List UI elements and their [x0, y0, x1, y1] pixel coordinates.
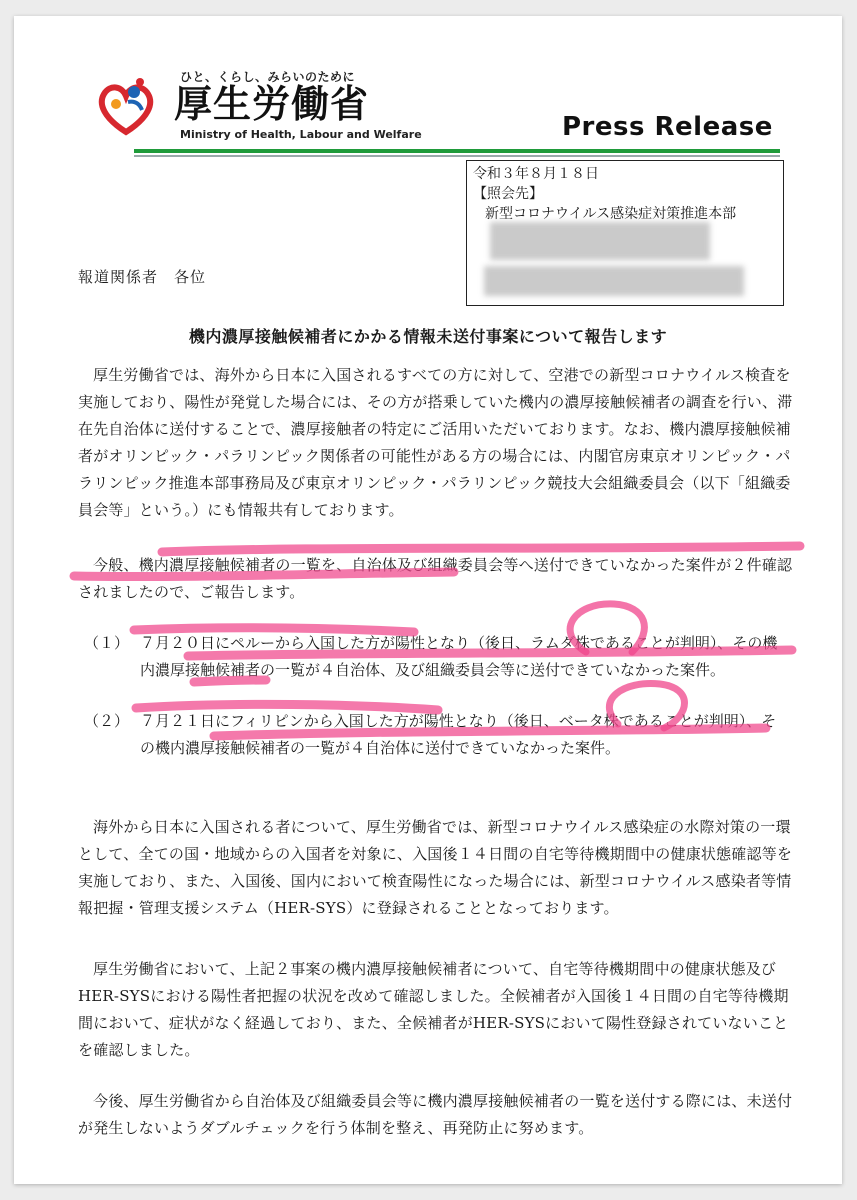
paragraph-border-measures: 海外から日本に入国される者について、厚生労働省では、新型コロナウイルス感染症の水際対策の一環として、全ての国・地域からの入国者を対象に、入国後１４日間の自宅等待機期間中の健康状態確認等を実施しており、また、入国後、国内において検査陽性になった場合には、新型コロナウイルス感染者等情報把握・管理支援システム（HER-SYS）に登録されることとなっております。	[78, 818, 793, 917]
case-text: ７月２０日にペルーから入国した方が陽性となり（後日、ラムダ株であることが判明）、その機内濃厚接触候補者の一覧が４自治体、及び組織委員会等に送付できていなかった案件。	[140, 634, 778, 679]
case-number: （１）	[84, 634, 130, 652]
contact-department: 新型コロナウイルス感染症対策推進本部	[485, 206, 737, 222]
mhlw-logo-icon	[94, 74, 158, 138]
ministry-name-jp: 厚生労働省	[174, 82, 370, 126]
paragraph-confirmation: 厚生労働省において、上記２事案の機内濃厚接触候補者について、自宅等待機期間中の健康状態及びHER-SYSにおける陽性者把握の状況を改めて確認しました。全候補者が入国後１４日間の自宅等待機期間において、症状がなく経過しており、また、全候補者がHER-SYSにおいて陽性登録されていないことを確認しました。	[78, 960, 789, 1059]
press-release-heading: Press Release	[562, 112, 773, 142]
redacted-contact	[490, 222, 710, 260]
redacted-contact	[484, 266, 744, 296]
header-rule-green	[134, 149, 780, 153]
recipients: 報道関係者 各位	[78, 268, 207, 286]
case-text: ７月２１日にフィリピンから入国した方が陽性となり（後日、ベータ株であることが判明）、その機内濃厚接触候補者の一覧が４自治体に送付できていなかった案件。	[140, 712, 777, 757]
contact-label: 【照会先】	[473, 186, 543, 202]
paragraph-report: 今般、機内濃厚接触候補者の一覧を、自治体及び組織委員会等へ送付できていなかった案件が２件確認されましたので、ご報告します。	[78, 556, 793, 601]
paragraph-prevention: 今後、厚生労働省から自治体及び組織委員会等に機内濃厚接触候補者の一覧を送付する際には、未送付が発生しないようダブルチェックを行う体制を整え、再発防止に努めます。	[78, 1092, 793, 1137]
paragraph-intro: 厚生労働省では、海外から日本に入国されるすべての方に対して、空港での新型コロナウイルス検査を実施しており、陽性が発覚した場合には、その方が搭乗していた機内の濃厚接触候補者の調査を行い、滞在先自治体に送付することで、濃厚接触者の特定にご活用いただいております。なお、機内濃厚接触候補者がオリンピック・パラリンピック関係者の可能性がある方の場合には、内閣官房東京オリンピック・パラリンピック推進本部事務局及び東京オリンピック・パラリンピック競技大会組織委員会（以下「組織委員会等」という。）にも情報共有しております。	[78, 366, 793, 519]
case-number: （２）	[84, 712, 130, 730]
press-release-page	[14, 16, 842, 1184]
ministry-name-en: Ministry of Health, Labour and Welfare	[180, 128, 422, 141]
document-title: 機内濃厚接触候補者にかかる情報未送付事案について報告します	[188, 327, 668, 346]
header-rule-gray	[134, 155, 780, 157]
slogan: ひと、くらし、みらいのために	[180, 70, 356, 84]
release-date: 令和３年８月１８日	[473, 166, 599, 182]
